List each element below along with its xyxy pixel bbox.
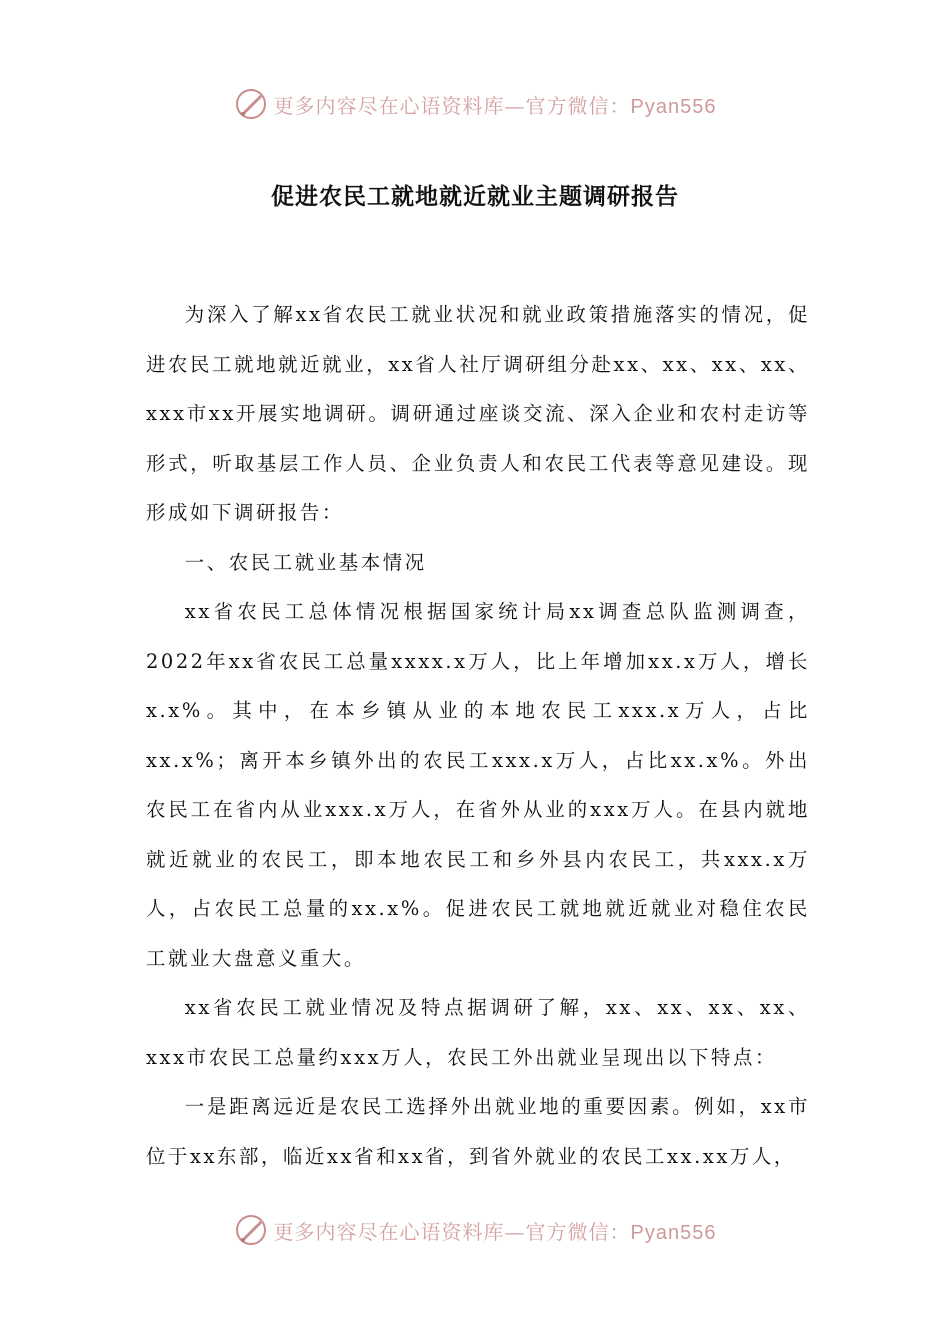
watermark-text: 更多内容尽在心语资料库—官方微信：Pyan556 xyxy=(273,1219,717,1244)
paragraph-distance-factor: 一是距离远近是农民工选择外出就业地的重要因素。例如，xx市位于xx东部，临近xx省和xx省，到省外就业的农民工xx.xx万人， xyxy=(146,1095,810,1168)
document-body xyxy=(146,290,810,1181)
watermark-text: 更多内容尽在心语资料库—官方微信：Pyan556 xyxy=(273,93,717,118)
wechat-id: Pyan556 xyxy=(630,95,717,118)
paragraph-intro: 为深入了解xx省农民工就业状况和就业政策措施落实的情况，促进农民工就地就近就业，xx省人社厅调研组分赴xx、xx、xx、xx、xxx市xx开展实地调研。调研通过座谈交流、深入企业和农村走访等形式，听取基层工作人员、企业负责人和农民工代表等意见建设。现形成如下调研报告： xyxy=(146,303,810,524)
watermark-banner-bottom xyxy=(0,1208,950,1252)
paragraph-employment-features: xx省农民工就业情况及特点据调研了解，xx、xx、xx、xx、xxx市农民工总量约xxx万人，农民工外出就业呈现出以下特点： xyxy=(146,996,810,1069)
document-title: 促进农民工就地就近就业主题调研报告 xyxy=(271,184,679,210)
wechat-id: Pyan556 xyxy=(630,1221,717,1244)
quill-seal-icon xyxy=(234,1213,268,1247)
quill-seal-icon xyxy=(234,87,268,121)
section-heading-1: 一、农民工就业基本情况 xyxy=(184,550,427,574)
paragraph-overall-situation: xx省农民工总体情况根据国家统计局xx调查总队监测调查，2022年xx省农民工总量xxxx.x万人，比上年增加xx.x万人，增长x.x%。其中，在本乡镇从业的本地农民工xxx.x万人，占比xx.x%；离开本乡镇外出的农民工xxx.x万人，占比xx.x%。外出农民工在省内从业xxx.x万人，在省外从业的xxx万人。在县内就地就近就业的农民工，即本地农民工和乡外县内农民工，共xxx.x万人，占农民工总量的xx.x%。促进农民工就地就近就业对稳住农民工就业大盘意义重大。 xyxy=(146,600,810,970)
watermark-banner-top xyxy=(0,82,950,126)
